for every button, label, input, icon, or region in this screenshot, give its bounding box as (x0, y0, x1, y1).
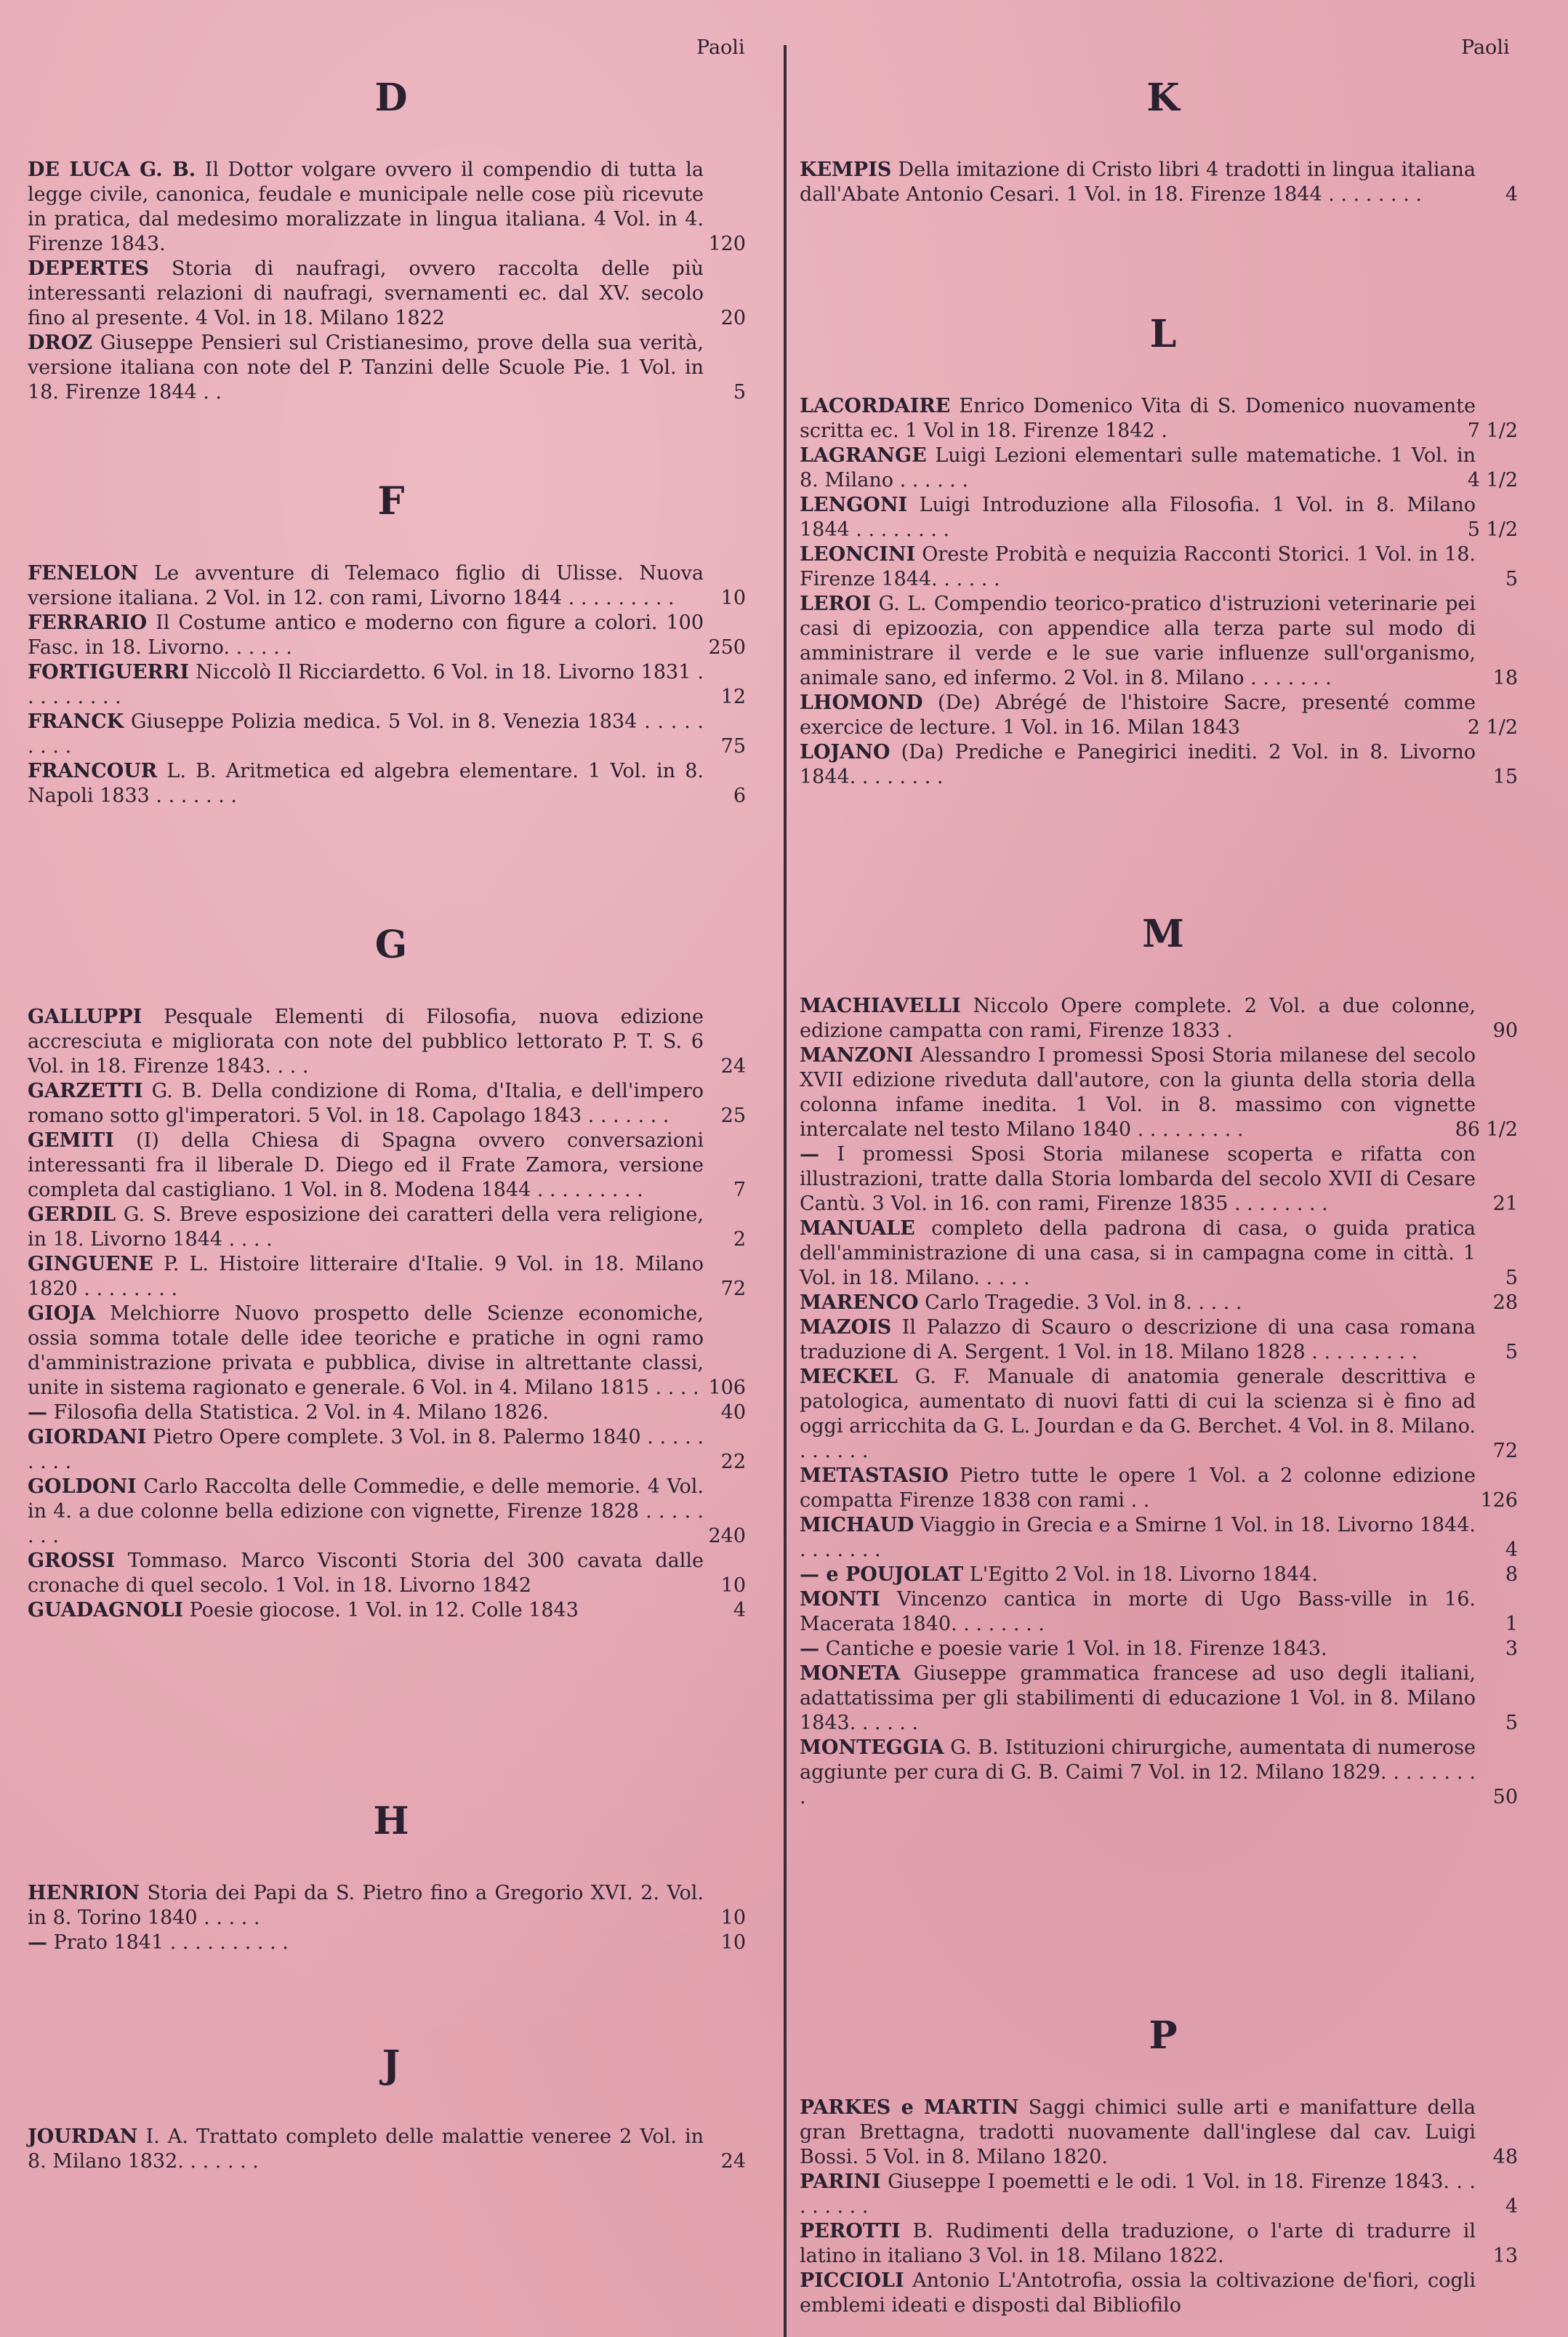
column-divider (784, 45, 787, 2337)
entry-price: 6 (733, 785, 746, 807)
section-letter: D (374, 76, 408, 120)
catalogue-entry (800, 1216, 1527, 1291)
entry-text: Niccolo Opere complete. 2 Vol. a due colonne, edizione campatta con rami, Firenze 1833 . (800, 995, 1476, 1042)
entry-price: 250 (708, 636, 746, 659)
catalogue-entry (800, 2096, 1527, 2170)
catalogue-entry (800, 1315, 1527, 1365)
entry-text: Pietro tutte le opere 1 Vol. a 2 colonne edizione compatta Firenze 1838 con rami . . (800, 1464, 1476, 1512)
left-column (28, 0, 755, 2337)
entry-price: 24 (720, 1055, 746, 1078)
entry-head: GROSSI (28, 1550, 116, 1572)
entry-head: — (28, 1931, 47, 1954)
catalogue-entry (28, 1203, 755, 1252)
entry-price: 50 (1492, 1786, 1518, 1808)
catalogue-entry (28, 1302, 755, 1400)
entry-price: 4 (1505, 1539, 1518, 1561)
entry-text: Antonio L'Antotrofia, ossia la coltivazione de'fiori, cogli emblemi ideati e disposti dal Bibliofilo (800, 2269, 1476, 2317)
catalogue-entry (800, 1043, 1527, 1142)
entry-head: — (28, 1401, 47, 1424)
entry-text: Storia di naufragi, ovvero raccolta delle più interessanti relazioni di naufragi, svernamenti ec. dal XV. secolo fino al presente. 4 Vol. in 18. Milano 1822 (28, 257, 704, 329)
right-column (800, 0, 1527, 2337)
entry-price: 25 (720, 1105, 746, 1127)
entry-text: Pietro Opere complete. 3 Vol. in 8. Palermo 1840 . . . . . . . . . (28, 1426, 704, 1473)
catalogue-entry (28, 611, 755, 660)
catalogue-entry (800, 691, 1527, 740)
catalogue-entry (800, 1142, 1527, 1216)
entry-head: MONETA (800, 1662, 901, 1685)
catalogue-entry (800, 1736, 1527, 1810)
entry-text: Il Costume antico e moderno con figure a colori. 100 Fasc. in 18. Livorno. . . . . . (28, 612, 704, 659)
catalogue-entry (800, 542, 1527, 592)
entry-head: FRANCOUR (28, 760, 158, 782)
entry-price: 4 1/2 (1467, 469, 1518, 492)
catalogue-entry (28, 710, 755, 759)
entry-price: 72 (1492, 1440, 1518, 1462)
catalogue-entry (800, 1291, 1527, 1315)
catalogue-entry (28, 1400, 755, 1425)
entry-price: 10 (720, 1574, 746, 1597)
catalogue-entry (800, 2170, 1527, 2219)
entry-price: 28 (1492, 1291, 1518, 1314)
catalogue-entry (800, 740, 1527, 790)
entry-head: LHOMOND (800, 692, 923, 714)
entry-price: 5 (1505, 1712, 1518, 1734)
section-d (28, 76, 755, 405)
entry-price: 10 (720, 587, 746, 609)
catalogue-entry (800, 1365, 1527, 1464)
entry-text: Alessandro I promessi Sposi Storia milanese del secolo XVII edizione riveduta dall'autore, con la giunta della storia della colonna infame inedita. 1 Vol. in 8. massimo con vignette intercalate nel testo Milano 1840 . . . . . . . . . (800, 1044, 1476, 1141)
section-m (800, 913, 1527, 1810)
entry-price: 5 (1505, 1267, 1518, 1289)
entry-price: 8 (1505, 1563, 1518, 1586)
entry-price: 40 (720, 1401, 746, 1424)
entry-text: Enrico Domenico Vita di S. Domenico nuovamente scritta ec. 1 Vol in 18. Firenze 1842 . (800, 395, 1476, 442)
entry-text: Cantiche e poesie varie 1 Vol. in 18. Firenze 1843. (825, 1637, 1327, 1660)
entry-head: GERDIL (28, 1203, 116, 1226)
catalogue-entry (800, 2269, 1527, 2318)
catalogue-entry (28, 1005, 755, 1079)
entry-head: — e POUJOLAT (800, 1563, 964, 1586)
catalogue-entry (800, 444, 1527, 493)
entry-price: 72 (720, 1278, 746, 1300)
entry-head: — (800, 1143, 819, 1166)
catalogue-entry (28, 1252, 755, 1302)
entry-head: KEMPIS (800, 159, 892, 181)
entry-price: 106 (708, 1376, 746, 1399)
section-letter: G (374, 923, 408, 967)
section-p (800, 2014, 1527, 2318)
entry-price: 4 (733, 1599, 746, 1622)
entry-text: Poesie giocose. 1 Vol. in 12. Colle 1843 (189, 1599, 579, 1622)
catalogue-entry (800, 493, 1527, 542)
entry-head: LENGONI (800, 494, 908, 516)
entry-head: MICHAUD (800, 1514, 914, 1536)
entry-price: 90 (1492, 1019, 1518, 1042)
entry-text: Il Dottor volgare ovvero il compendio di tutta la legge civile, canonica, feudale e municipale nelle cose più ricevute in pratica, dal medesimo moralizzate in lingua italiana. 4 Vol. in 4. Firenze 1843. (28, 159, 704, 255)
entry-head: — (800, 1637, 819, 1660)
entry-text: Pesquale Elementi di Filosofia, nuova edizione accresciuta e migliorata con note del pubblico lettorato P. T. S. 6 Vol. in 18. Firenze 1843. . . . (28, 1006, 704, 1078)
entry-text: Le avventure di Telemaco figlio di Ulisse. Nuova versione italiana. 2 Vol. in 12. con rami, Livorno 1844 . . . . . . . . . (28, 562, 704, 609)
section-letter: P (1149, 2013, 1178, 2058)
entry-price: 5 (1505, 1341, 1518, 1363)
entry-head: LACORDAIRE (800, 395, 951, 417)
catalogue-entry (28, 2125, 755, 2174)
entry-price: 120 (708, 233, 746, 255)
entry-head: MARENCO (800, 1291, 919, 1314)
price-unit-header: Paoli (696, 36, 745, 59)
entry-text: Luigi Introduzione alla Filosofia. 1 Vol. in 8. Milano 1844 . . . . . . . . (800, 494, 1476, 541)
entry-price: 24 (720, 2150, 746, 2173)
entry-price: 240 (708, 1525, 746, 1547)
entry-head: PEROTTI (800, 2220, 901, 2242)
entry-text: Storia dei Papi da S. Pietro fino a Gregorio XVI. 2. Vol. in 8. Torino 1840 . . . . . (28, 1882, 704, 1929)
entry-head: MAZOIS (800, 1316, 892, 1339)
entry-head: METASTASIO (800, 1464, 949, 1487)
entry-text: L'Egitto 2 Vol. in 18. Livorno 1844. (969, 1563, 1318, 1586)
catalogue-entry (28, 561, 755, 611)
entry-price: 15 (1492, 766, 1518, 788)
entry-price: 18 (1492, 667, 1518, 689)
section-letter: K (1146, 76, 1180, 120)
entry-head: MONTEGGIA (800, 1736, 944, 1759)
entry-text: Giuseppe Polizia medica. 5 Vol. in 8. Venezia 1834 . . . . . . . . . (28, 710, 704, 758)
entry-text: Tommaso. Marco Visconti Storia del 300 cavata dalle cronache di quel secolo. 1 Vol. in 18. Livorno 1842 (28, 1550, 704, 1597)
entry-text: Filosofia della Statistica. 2 Vol. in 4. Milano 1826. (53, 1401, 549, 1424)
entry-price: 1 (1505, 1613, 1518, 1635)
entry-head: GIORDANI (28, 1426, 147, 1448)
entry-text: Giuseppe I poemetti e le odi. 1 Vol. in 18. Firenze 1843. . . . . . . . . (800, 2170, 1476, 2218)
entry-price: 86 1/2 (1455, 1118, 1518, 1141)
section-j (28, 2043, 755, 2174)
catalogue-entry (28, 158, 755, 257)
entry-head: DROZ (28, 332, 93, 354)
section-letter: F (377, 479, 405, 524)
entry-head: DEPERTES (28, 257, 150, 280)
entry-text: Niccolò Il Ricciardetto. 6 Vol. in 18. Livorno 1831 . . . . . . . . . (28, 661, 704, 708)
entry-head: MECKEL (800, 1366, 898, 1388)
entry-head: PARKES e MARTIN (800, 2096, 1019, 2119)
entry-head: GIOJA (28, 1302, 95, 1325)
entry-head: GEMITI (28, 1129, 114, 1152)
entry-price: 10 (720, 1931, 746, 1954)
entry-head: GOLDONI (28, 1475, 137, 1498)
entry-head: PARINI (800, 2170, 881, 2193)
entry-text: Giuseppe Pensieri sul Cristianesimo, prove della sua verità, versione italiana con note del P. Tanzini delle Scuole Pie. 1 Vol. in 18. Firenze 1844 . . (28, 332, 704, 404)
price-unit-header: Paoli (1461, 36, 1510, 59)
entry-head: JOURDAN (28, 2125, 138, 2148)
entry-price: 2 1/2 (1467, 716, 1518, 739)
entry-text: (De) Abrégé de l'histoire Sacre, presenté comme exercice de lecture. 1 Vol. in 16. Milan 1843 (800, 692, 1476, 739)
entry-text: Melchiorre Nuovo prospetto delle Scienze economiche, ossia somma totale delle idee teoriche e pratiche in ogni ramo d'amministrazione privata e pubblica, divise in altrettante classi, unite in sistema ragionato e generale. 6 Vol. in 4. Milano 1815 . . . . (28, 1302, 704, 1399)
entry-text: L. B. Aritmetica ed algebra elementare. 1 Vol. in 8. Napoli 1833 . . . . . . . (28, 760, 704, 807)
entry-head: HENRION (28, 1882, 140, 1904)
entry-text: Vincenzo cantica in morte di Ugo Bass-ville in 16. Macerata 1840. . . . . . . . (800, 1588, 1476, 1635)
entry-head: DE LUCA G. B. (28, 159, 196, 181)
entry-head: GUADAGNOLI (28, 1599, 183, 1622)
catalogue-entry (28, 257, 755, 331)
entry-price: 7 (733, 1179, 746, 1201)
catalogue-entry (28, 1881, 755, 1931)
catalogue-entry (800, 994, 1527, 1043)
entry-head: FENELON (28, 562, 139, 585)
entry-head: LEROI (800, 593, 872, 615)
catalogue-entry (28, 1129, 755, 1203)
entry-text: I promessi Sposi Storia milanese scoperta e rifatta con illustrazioni, tratte dalla Storia lombarda del secolo XVII di Cesare Cantù. 3 Vol. in 16. con rami, Firenze 1835 . . . . . . . . (800, 1143, 1476, 1215)
entry-text: (Da) Prediche e Panegirici inediti. 2 Vol. in 8. Livorno 1844. . . . . . . . (800, 741, 1476, 788)
entry-head: GINGUENE (28, 1253, 153, 1275)
entry-text: G. B. Istituzioni chirurgiche, aumentata di numerose aggiunte per cura di G. B. Caimi 7 Vol. in 12. Milano 1829. . . . . . . . . (800, 1736, 1476, 1808)
section-letter: M (1142, 912, 1184, 956)
catalogue-entry (800, 1464, 1527, 1513)
entry-price: 4 (1505, 2195, 1518, 2218)
entry-head: MACHIAVELLI (800, 995, 961, 1017)
entry-price: 5 (1505, 568, 1518, 590)
entry-head: LOJANO (800, 741, 890, 763)
catalogue-entry (800, 1563, 1527, 1587)
section-h (28, 1800, 755, 1955)
entry-text: Luigi Lezioni elementari sulle matematiche. 1 Vol. in 8. Milano . . . . . . (800, 444, 1476, 492)
entry-head: PICCIOLI (800, 2269, 904, 2292)
catalogue-entry (28, 1079, 755, 1129)
entry-text: Giuseppe grammatica francese ad uso degli italiani, adattatissima per gli stabilimenti di educazione 1 Vol. in 8. Milano 1843. . . . . . (800, 1662, 1476, 1734)
entry-head: MONTI (800, 1588, 880, 1611)
entry-head: GARZETTI (28, 1080, 143, 1102)
section-k (800, 76, 1527, 207)
entry-head: FRANCK (28, 710, 124, 733)
section-g (28, 923, 755, 1623)
entry-head: LAGRANGE (800, 444, 927, 467)
entry-text: G. F. Manuale di anatomia generale descrittiva e patologica, aumentato di nuovi fatti di cui la scienza si è fino ad oggi arricchita da G. L. Jourdan e da G. Berchet. 4 Vol. in 8. Milano. . . . . . . (800, 1366, 1476, 1462)
entry-head: MANUALE (800, 1217, 915, 1240)
catalogue-entry (28, 1549, 755, 1598)
entry-text: Saggi chimici sulle arti e manifatture della gran Brettagna, tradotti nuovamente dall'inglese dal cav. Luigi Bossi. 5 Vol. in 8. Milano 1820. (800, 2096, 1476, 2168)
entry-text: (I) della Chiesa di Spagna ovvero conversazioni interessanti fra il liberale D. Diego ed il Frate Zamora, versione completa dal castigliano. 1 Vol. in 8. Modena 1844 . . . . . . . . . (28, 1129, 704, 1201)
entry-price: 2 (733, 1228, 746, 1251)
entry-head: GALLUPPI (28, 1006, 142, 1028)
entry-price: 5 1/2 (1467, 518, 1518, 541)
catalogue-entry (28, 331, 755, 405)
section-letter: J (382, 2043, 401, 2087)
entry-text: G. L. Compendio teorico-pratico d'istruzioni veterinarie pei casi di epizoozia, con appendice alla terza parte sul modo di amministrare il verde e le sue varie influenze sull'organismo, animale sano, ed infermo. 2 Vol. in 8. Milano . . . . . . . (800, 593, 1476, 689)
section-letter: L (1149, 312, 1177, 356)
entry-text: G. B. Della condizione di Roma, d'Italia, e dell'impero romano sotto gl'imperatori. 5 Vol. in 18. Capolago 1843 . . . . . . . (28, 1080, 704, 1127)
entry-head: FERRARIO (28, 612, 148, 634)
catalogue-entry (800, 1587, 1527, 1637)
entry-text: Il Palazzo di Scauro o descrizione di una casa romana traduzione di A. Sergent. 1 Vol. in 18. Milano 1828 . . . . . . . . . (800, 1316, 1476, 1363)
section-l (800, 313, 1527, 790)
entry-price: 3 (1505, 1637, 1518, 1660)
catalogue-entry (28, 759, 755, 809)
entry-text: Carlo Raccolta delle Commedie, e delle memorie. 4 Vol. in 4. a due colonne bella edizione con vignette, Firenze 1828 . . . . . . . . (28, 1475, 704, 1547)
entry-text: B. Rudimenti della traduzione, o l'arte di tradurre il latino in italiano 3 Vol. in 18. Milano 1822. (800, 2220, 1476, 2267)
entry-text: G. S. Breve esposizione dei caratteri della vera religione, in 18. Livorno 1844 . . . . (28, 1203, 704, 1251)
entry-text: Prato 1841 . . . . . . . . . . (53, 1931, 289, 1954)
entry-text: I. A. Trattato completo delle malattie veneree 2 Vol. in 8. Milano 1832. . . . . . . (28, 2125, 704, 2173)
catalogue-entry (800, 394, 1527, 444)
catalogue-entry (28, 1475, 755, 1549)
entry-price: 4 (1505, 183, 1518, 206)
entry-text: Della imitazione di Cristo libri 4 tradotti in lingua italiana dall'Abate Antonio Cesari. 1 Vol. in 18. Firenze 1844 . . . . . . . . (800, 159, 1476, 206)
entry-price: 20 (720, 307, 746, 329)
catalogue-entry (800, 2219, 1527, 2269)
catalogue-entry (28, 1931, 755, 1955)
catalogue-entry (28, 1598, 755, 1623)
entry-price: 5 (733, 381, 746, 404)
entry-head: FORTIGUERRI (28, 661, 190, 684)
entry-head: MANZONI (800, 1044, 914, 1067)
entry-price: 10 (720, 1907, 746, 1929)
entry-price: 13 (1492, 2245, 1518, 2267)
entry-text: Viaggio in Grecia e a Smirne 1 Vol. in 18. Livorno 1844. . . . . . . . (800, 1514, 1476, 1561)
entry-price: 126 (1480, 1489, 1518, 1512)
catalogue-entry (800, 1637, 1527, 1661)
entry-text: Carlo Tragedie. 3 Vol. in 8. . . . . (925, 1291, 1242, 1314)
section-letter: H (373, 1799, 409, 1843)
entry-text: Oreste Probità e nequizia Racconti Storici. 1 Vol. in 18. Firenze 1844. . . . . . (800, 543, 1476, 590)
entry-price: 22 (720, 1451, 746, 1473)
entry-price: 21 (1492, 1192, 1518, 1215)
section-f (28, 480, 755, 809)
entry-price: 75 (720, 735, 746, 758)
catalogue-entry (800, 592, 1527, 691)
catalogue-entry (800, 158, 1527, 207)
entry-price: 12 (720, 686, 746, 708)
entry-text: completo della padrona di casa, o guida pratica dell'amministrazione di una casa, si in campagna come in città. 1 Vol. in 18. Milano. . . . . (800, 1217, 1476, 1289)
entry-head: LEONCINI (800, 543, 916, 566)
catalogue-entry (28, 660, 755, 710)
catalogue-entry (800, 1513, 1527, 1563)
entry-price: 7 1/2 (1467, 420, 1518, 442)
catalogue-entry (28, 1425, 755, 1475)
entry-price: 48 (1492, 2146, 1518, 2168)
catalogue-entry (800, 1661, 1527, 1736)
entry-text: P. L. Histoire litteraire d'Italie. 9 Vol. in 18. Milano 1820 . . . . . . . . (28, 1253, 704, 1300)
